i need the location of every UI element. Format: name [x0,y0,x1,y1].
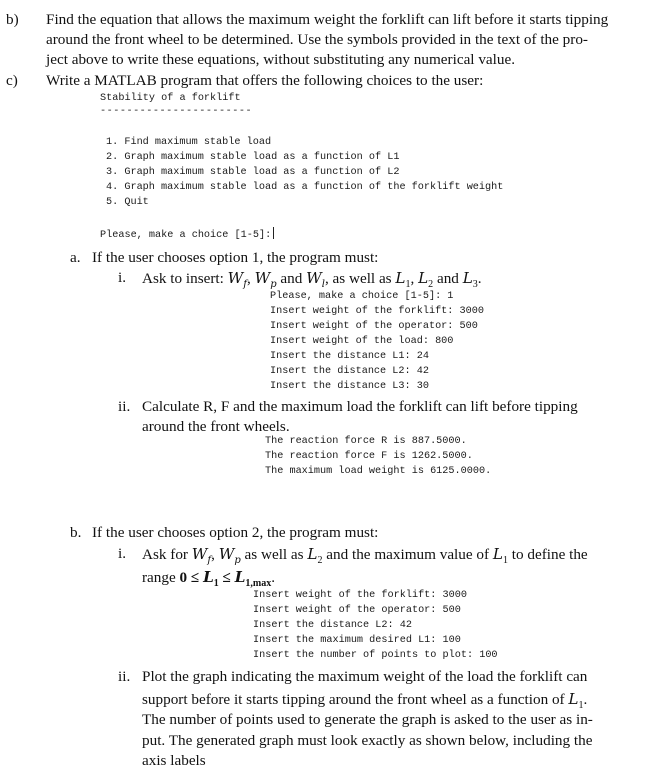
item-a-i-marker: i. [118,269,127,286]
menu-option-4: 4. Graph maximum stable load as a function of the forklift weight [106,182,504,193]
menu-option-1: 1. Find maximum stable load [106,137,272,148]
console-a-line-4: Insert weight of the load: 800 [270,336,454,347]
item-b-i-marker: i. [118,545,127,562]
item-b-ii-line-2: support before it starts tipping around the front wheel as a function of $L_1$. [142,690,588,712]
console-a-line-7: Insert the distance L3: 30 [270,381,429,392]
console-b-line-5: Insert the number of points to plot: 100 [253,650,498,661]
text-cursor [273,227,274,239]
console-a-ii-line-3: The maximum load weight is 6125.0000. [265,466,492,477]
item-a-heading: If the user chooses option 1, the program must: [92,249,379,266]
console-b-line-4: Insert the maximum desired L1: 100 [253,635,461,646]
section-b-marker: b) [6,11,19,28]
section-b-line-3: ject above to write these equations, without substituting any numerical value. [46,51,516,68]
console-b-line-3: Insert the distance L2: 42 [253,620,412,631]
menu-title: Stability of a forklift [100,93,241,104]
item-a-marker: a. [70,249,81,266]
menu-rule: ----------------------- [100,106,253,117]
item-a-ii-marker: ii. [118,398,131,415]
item-b-ii-line-5: axis labels [142,752,206,769]
console-b-line-1: Insert weight of the forklift: 3000 [253,590,467,601]
console-a-line-6: Insert the distance L2: 42 [270,366,429,377]
item-b-marker: b. [70,524,82,541]
console-a-ii-line-1: The reaction force R is 887.5000. [265,436,467,447]
menu-option-2: 2. Graph maximum stable load as a function of L1 [106,152,400,163]
item-b-i-line-1: Ask for $W_f$, $W_p$ as well as $L_2$ and the maximum value of $L_1$ to define the [142,545,588,567]
menu-prompt [100,227,274,241]
menu-option-5: 5. Quit [106,197,149,208]
section-c-marker: c) [6,72,18,89]
console-a-line-3: Insert weight of the operator: 500 [270,321,478,332]
item-a-i-text: Ask to insert: $W_f$, $W_p$ and $W_l$, as well as $L_1$, $L_2$ and $L_3$. [142,269,482,291]
item-b-ii-line-4: put. The generated graph must look exactly as shown below, including the [142,732,593,749]
item-b-i-line-2: range $0 \le L_1 \le L_{1,max}$. [142,568,276,590]
console-a-ii-line-2: The reaction force F is 1262.5000. [265,451,473,462]
item-b-heading: If the user chooses option 2, the program must: [92,524,379,541]
console-a-line-1: Please, make a choice [1-5]: 1 [270,291,454,302]
item-a-ii-line-1: Calculate R, F and the maximum load the forklift can lift before tipping [142,398,578,415]
menu-option-3: 3. Graph maximum stable load as a function of L2 [106,167,400,178]
console-b-line-2: Insert weight of the operator: 500 [253,605,461,616]
console-a-line-5: Insert the distance L1: 24 [270,351,429,362]
item-a-ii-line-2: around the front wheels. [142,418,290,435]
console-a-line-2: Insert weight of the forklift: 3000 [270,306,484,317]
menu-prompt-text: Please, make a choice [1-5]: [100,230,272,241]
item-b-ii-line-3: The number of points used to generate the graph is asked to the user as in- [142,711,593,728]
item-b-ii-line-1: Plot the graph indicating the maximum weight of the load the forklift can [142,668,588,685]
section-b-line-1: Find the equation that allows the maximum weight the forklift can lift before it starts tipping [46,11,609,28]
section-c-line: Write a MATLAB program that offers the following choices to the user: [46,72,484,89]
item-b-ii-marker: ii. [118,668,131,685]
section-b-line-2: around the front wheel to be determined. Use the symbols provided in the text of the pro- [46,31,588,48]
